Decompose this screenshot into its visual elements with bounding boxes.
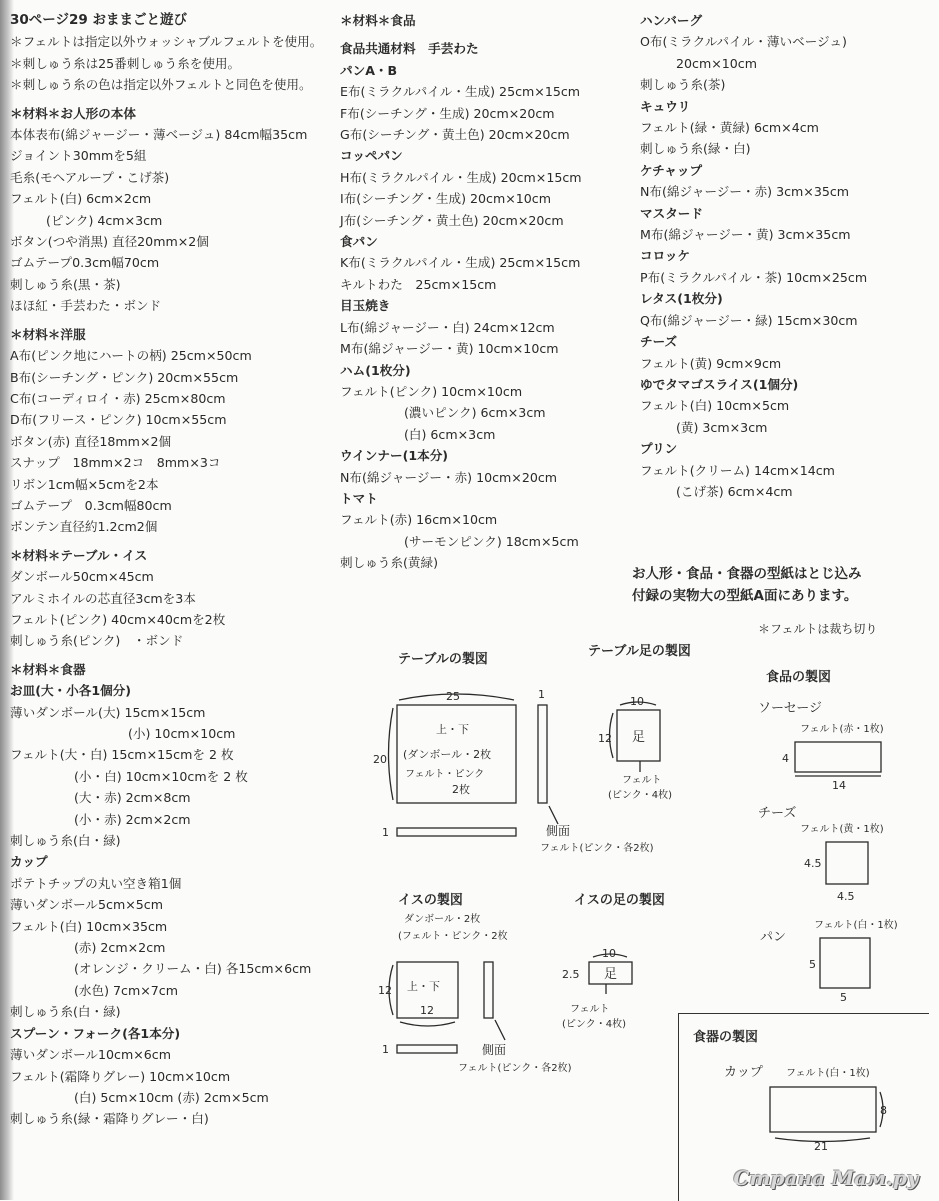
material-line: フェルト(緑・黄緑) 6cm×4cm [640, 120, 819, 136]
material-line: O布(ミラクルパイル・薄いベージュ) [640, 34, 847, 50]
material-heading: 食品共通材料 手芸わた [340, 41, 479, 57]
material-line: K布(ミラクルパイル・生成) 25cm×15cm [340, 255, 581, 271]
material-line: (サーモンピンク) 18cm×5cm [404, 533, 579, 549]
material-line: ＊刺しゅう糸は25番刺しゅう糸を使用。 [10, 55, 241, 71]
material-heading: ＊材料＊食器 [10, 661, 86, 677]
material-line: フェルト(赤) 16cm×10cm [340, 512, 498, 528]
material-heading: ハム(1枚分) [340, 362, 411, 378]
sausage-width-dim: 14 [832, 779, 846, 792]
material-heading: レタス(1枚分) [640, 291, 723, 307]
material-line: 刺しゅう糸(白・緑) [10, 1004, 121, 1020]
material-heading: キュウリ [640, 98, 691, 114]
cheese-width-dim: 4.5 [837, 890, 855, 903]
chair-note2: (フェルト・ピンク・2枚 [398, 931, 508, 942]
material-line: 刺しゅう糸(緑・霜降りグレー・白) [10, 1111, 209, 1127]
material-heading: 食パン [340, 234, 378, 250]
table-diagram-labels [373, 688, 654, 854]
pattern-note-line2: 付録の実物大の型紙A面にあります。 [632, 588, 858, 604]
material-line: E布(ミラクルパイル・生成) 25cm×15cm [340, 84, 581, 100]
site-watermark: Страна Мам.ру [733, 1166, 919, 1190]
table-leg-height-dim: 12 [598, 732, 612, 745]
material-line: フェルト(ピンク) 40cm×40cmを2枚 [10, 611, 226, 627]
material-line: フェルト(白) 6cm×2cm [10, 191, 152, 207]
chair-leg-felt: フェルト [570, 1004, 610, 1015]
chair-leg-width-dim: 10 [602, 947, 616, 960]
material-heading: ＊材料＊お人形の本体 [10, 105, 136, 121]
material-line: フェルト(黄) 9cm×9cm [640, 355, 782, 371]
sausage-rect [795, 742, 881, 772]
chair-diagram [389, 962, 505, 1053]
cup-felt: フェルト(白・1枚) [786, 1068, 870, 1079]
material-line: Q布(綿ジャージー・緑) 15cm×30cm [640, 312, 858, 328]
table-top-material2: フェルト・ピンク [405, 769, 485, 780]
table-leg-width-dim: 10 [630, 695, 644, 708]
table-leg-felt: フェルト [622, 775, 662, 786]
table-leg-labels [598, 695, 672, 801]
bread-name: パン [760, 930, 787, 945]
chair-diagram-title: イスの製図 [398, 893, 463, 908]
material-line: I布(シーチング・生成) 20cm×10cm [340, 191, 551, 207]
material-line: C布(コーディロイ・赤) 25cm×80cm [10, 390, 226, 406]
chair-side-strip [484, 962, 493, 1018]
cup-name: カップ [724, 1065, 763, 1080]
chair-leg-labels [562, 947, 626, 1030]
cheese-rect [826, 842, 868, 884]
table-diagram [389, 694, 559, 836]
material-line: 本体表布(綿ジャージー・薄ベージュ) 84cm幅35cm [10, 127, 308, 143]
material-line: ボタン(赤) 直径18mm×2個 [10, 433, 172, 449]
material-line: 刺しゅう糸(黄緑) [340, 555, 438, 571]
pattern-note-line1: お人形・食品・食器の型紙はとじ込み [632, 566, 862, 582]
cheese-diagram [826, 842, 868, 884]
material-line: スナップ 18mm×2コ 8mm×3コ [10, 455, 221, 471]
material-line: 薄いダンボール10cm×6cm [10, 1047, 172, 1063]
material-line: B布(シーチング・ピンク) 20cm×55cm [10, 369, 239, 385]
material-line: (濃いピンク) 6cm×3cm [404, 405, 546, 421]
table-top-label: 上・下 [436, 723, 469, 736]
material-line: ポテトチップの丸い空き箱1個 [10, 875, 182, 891]
material-line: フェルト(白) 10cm×5cm [640, 398, 790, 414]
table-top-material3: 2枚 [452, 783, 470, 796]
chair-note1: ダンボール・2枚 [404, 914, 481, 925]
material-heading: チーズ [640, 334, 678, 350]
material-line: 刺しゅう糸(白・緑) [10, 833, 121, 849]
material-line: フェルト(ピンク) 10cm×10cm [340, 383, 523, 399]
material-line: (白) 6cm×3cm [404, 426, 496, 442]
material-line: J布(シーチング・黄土色) 20cm×20cm [340, 212, 564, 228]
material-line: N布(綿ジャージー・赤) 10cm×20cm [340, 469, 558, 485]
bread-felt: フェルト(白・1枚) [814, 920, 898, 931]
table-side-width-dim: 1 [538, 688, 545, 701]
sausage-height-dim: 4 [782, 752, 789, 765]
material-line: (小・白) 10cm×10cmを 2 枚 [74, 768, 248, 784]
material-line: ボタン(つや消黒) 直径20mm×2個 [10, 234, 209, 250]
material-heading: ＊材料＊洋服 [10, 326, 86, 342]
material-heading: トマト [340, 490, 378, 506]
material-line: ジョイント30mmを5組 [10, 148, 147, 164]
material-heading: コッペパン [340, 148, 403, 164]
material-line: 薄いダンボール5cm×5cm [10, 897, 163, 913]
chair-width-dim: 12 [420, 1004, 434, 1017]
material-line: (黄) 3cm×3cm [676, 419, 768, 435]
material-line: 刺しゅう糸(黒・茶) [10, 276, 121, 292]
chair-height-dim: 12 [378, 984, 392, 997]
table-leg-felt-color: (ピンク・4枚) [608, 790, 672, 801]
material-heading: ウインナー(1本分) [340, 448, 449, 464]
bread-width-dim: 5 [840, 991, 847, 1004]
material-line: F布(シーチング・生成) 20cm×20cm [340, 105, 555, 121]
table-diagram-title: テーブルの製図 [398, 652, 488, 667]
material-line: (小・赤) 2cm×2cm [74, 811, 191, 827]
material-line: フェルト(霜降りグレー) 10cm×10cm [10, 1068, 231, 1084]
material-heading: ケチャップ [640, 162, 703, 178]
material-line: 毛糸(モヘアループ・こげ茶) [10, 169, 170, 185]
table-side-label: 側面 [546, 824, 571, 838]
chair-bottom-strip [397, 1045, 457, 1053]
material-line: (白) 5cm×10cm (赤) 2cm×5cm [74, 1089, 269, 1105]
material-line: 刺しゅう糸(緑・白) [640, 141, 751, 157]
material-line: ゴムテープ 0.3cm幅80cm [10, 497, 172, 513]
table-height-dim: 20 [373, 753, 387, 766]
material-line: N布(綿ジャージー・赤) 3cm×35cm [640, 184, 850, 200]
material-line: (水色) 7cm×7cm [74, 982, 178, 998]
material-line: 刺しゅう糸(ピンク) ・ボンド [10, 633, 184, 649]
material-heading: ゆでタマゴスライス(1個分) [640, 376, 799, 392]
cup-diagram [770, 1087, 883, 1142]
material-line: リボン1cm幅×5cmを2本 [10, 476, 159, 492]
table-width-dim: 25 [446, 690, 460, 703]
material-heading: プリン [640, 441, 678, 457]
material-heading: コロッケ [640, 248, 691, 264]
cheese-felt: フェルト(黄・1枚) [800, 824, 884, 835]
material-line: ＊フェルトは指定以外ウォッシャブルフェルトを使用。 [10, 34, 323, 50]
chair-side-felt: フェルト(ピンク・各2枚) [458, 1063, 572, 1074]
material-line: ボンテン直径約1.2cm2個 [10, 519, 158, 535]
material-line: L布(綿ジャージー・白) 24cm×12cm [340, 319, 555, 335]
material-line: フェルト(白) 10cm×35cm [10, 918, 168, 934]
table-bottom-strip [397, 828, 516, 836]
material-line: M布(綿ジャージー・黄) 10cm×10cm [340, 341, 559, 357]
chair-strip-dim: 1 [382, 1043, 389, 1056]
material-line: ほほ紅・手芸わた・ボンド [10, 298, 162, 314]
material-line: ゴムテープ0.3cm幅70cm [10, 255, 160, 271]
table-height-arc [389, 708, 394, 800]
table-leg-diagram-title: テーブル足の製図 [588, 644, 691, 659]
material-line: (大・赤) 2cm×8cm [74, 790, 191, 806]
chair-diagram-labels [378, 912, 572, 1074]
material-line: ダンボール50cm×45cm [10, 569, 154, 585]
material-line: アルミホイルの芯直径3cmを3本 [10, 590, 196, 606]
table-side-strip [538, 705, 547, 803]
material-line: H布(ミラクルパイル・生成) 20cm×15cm [340, 169, 582, 185]
sausage-diagram [795, 742, 881, 776]
material-line: (オレンジ・クリーム・白) 各15cm×6cm [74, 961, 312, 977]
material-heading: 目玉焼き [340, 298, 391, 314]
material-line: 刺しゅう糸(茶) [640, 77, 726, 93]
cheese-height-dim: 4.5 [804, 857, 822, 870]
sausage-felt: フェルト(赤・1枚) [800, 724, 884, 735]
material-heading: カップ [10, 854, 48, 870]
material-line: D布(フリース・ピンク) 10cm×55cm [10, 412, 227, 428]
bread-diagram [820, 938, 870, 988]
cheese-name: チーズ [758, 806, 797, 821]
chair-seat-label: 上・下 [407, 980, 440, 993]
material-line: 20cm×10cm [676, 55, 757, 71]
chair-leg-height-dim: 2.5 [562, 968, 580, 981]
food-diagram-title: 食品の製図 [766, 670, 832, 685]
table-side-felt: フェルト(ピンク・各2枚) [540, 843, 654, 854]
chair-leg-felt-color: (ピンク・4枚) [562, 1019, 626, 1030]
material-heading: ＊材料＊食品 [340, 13, 416, 28]
table-strip-dim: 1 [382, 826, 389, 839]
material-line: キルトわた 25cm×15cm [340, 276, 497, 292]
material-heading: マスタード [640, 205, 703, 221]
tableware-diagram-title: 食器の製図 [693, 1030, 759, 1045]
table-top-material1: (ダンボール・2枚 [403, 748, 492, 761]
material-line: G布(シーチング・黄土色) 20cm×20cm [340, 127, 570, 143]
cup-rect [770, 1087, 876, 1132]
material-line: P布(ミラクルパイル・茶) 10cm×25cm [640, 269, 868, 285]
cup-height-dim: 8 [880, 1104, 887, 1117]
bread-height-dim: 5 [809, 958, 816, 971]
material-heading: ＊材料＊テーブル・イス [10, 547, 148, 563]
material-line: ＊刺しゅう糸の色は指定以外フェルトと同色を使用。 [10, 77, 312, 93]
sausage-name: ソーセージ [758, 701, 822, 716]
material-line: 薄いダンボール(大) 15cm×15cm [10, 704, 206, 720]
material-heading: パンA・B [340, 62, 398, 78]
material-line: 30ページ29 おままごと遊び [10, 12, 188, 28]
material-line: フェルト(大・白) 15cm×15cmを 2 枚 [10, 747, 234, 763]
material-line: (ピンク) 4cm×3cm [46, 212, 163, 228]
material-line: (赤) 2cm×2cm [74, 940, 166, 956]
chair-side-label: 側面 [482, 1043, 507, 1057]
material-line: フェルト(クリーム) 14cm×14cm [640, 462, 835, 478]
chair-leg-label: 足 [604, 967, 618, 982]
material-heading: ハンバーグ [640, 13, 703, 28]
material-heading: お皿(大・小各1個分) [10, 683, 132, 699]
material-line: M布(綿ジャージー・黄) 3cm×35cm [640, 227, 851, 243]
material-line: (こげ茶) 6cm×4cm [676, 483, 793, 499]
cup-width-dim: 21 [814, 1140, 828, 1153]
material-line: A布(ピンク地にハートの柄) 25cm×50cm [10, 348, 252, 364]
material-line: (小) 10cm×10cm [128, 726, 236, 741]
table-leg-label: 足 [632, 730, 646, 745]
chair-leg-diagram-title: イスの足の製図 [574, 893, 665, 908]
material-heading: スプーン・フォーク(各1本分) [10, 1025, 181, 1041]
felt-cut-note: ＊フェルトは裁ち切り [758, 622, 878, 636]
bread-rect [820, 938, 870, 988]
